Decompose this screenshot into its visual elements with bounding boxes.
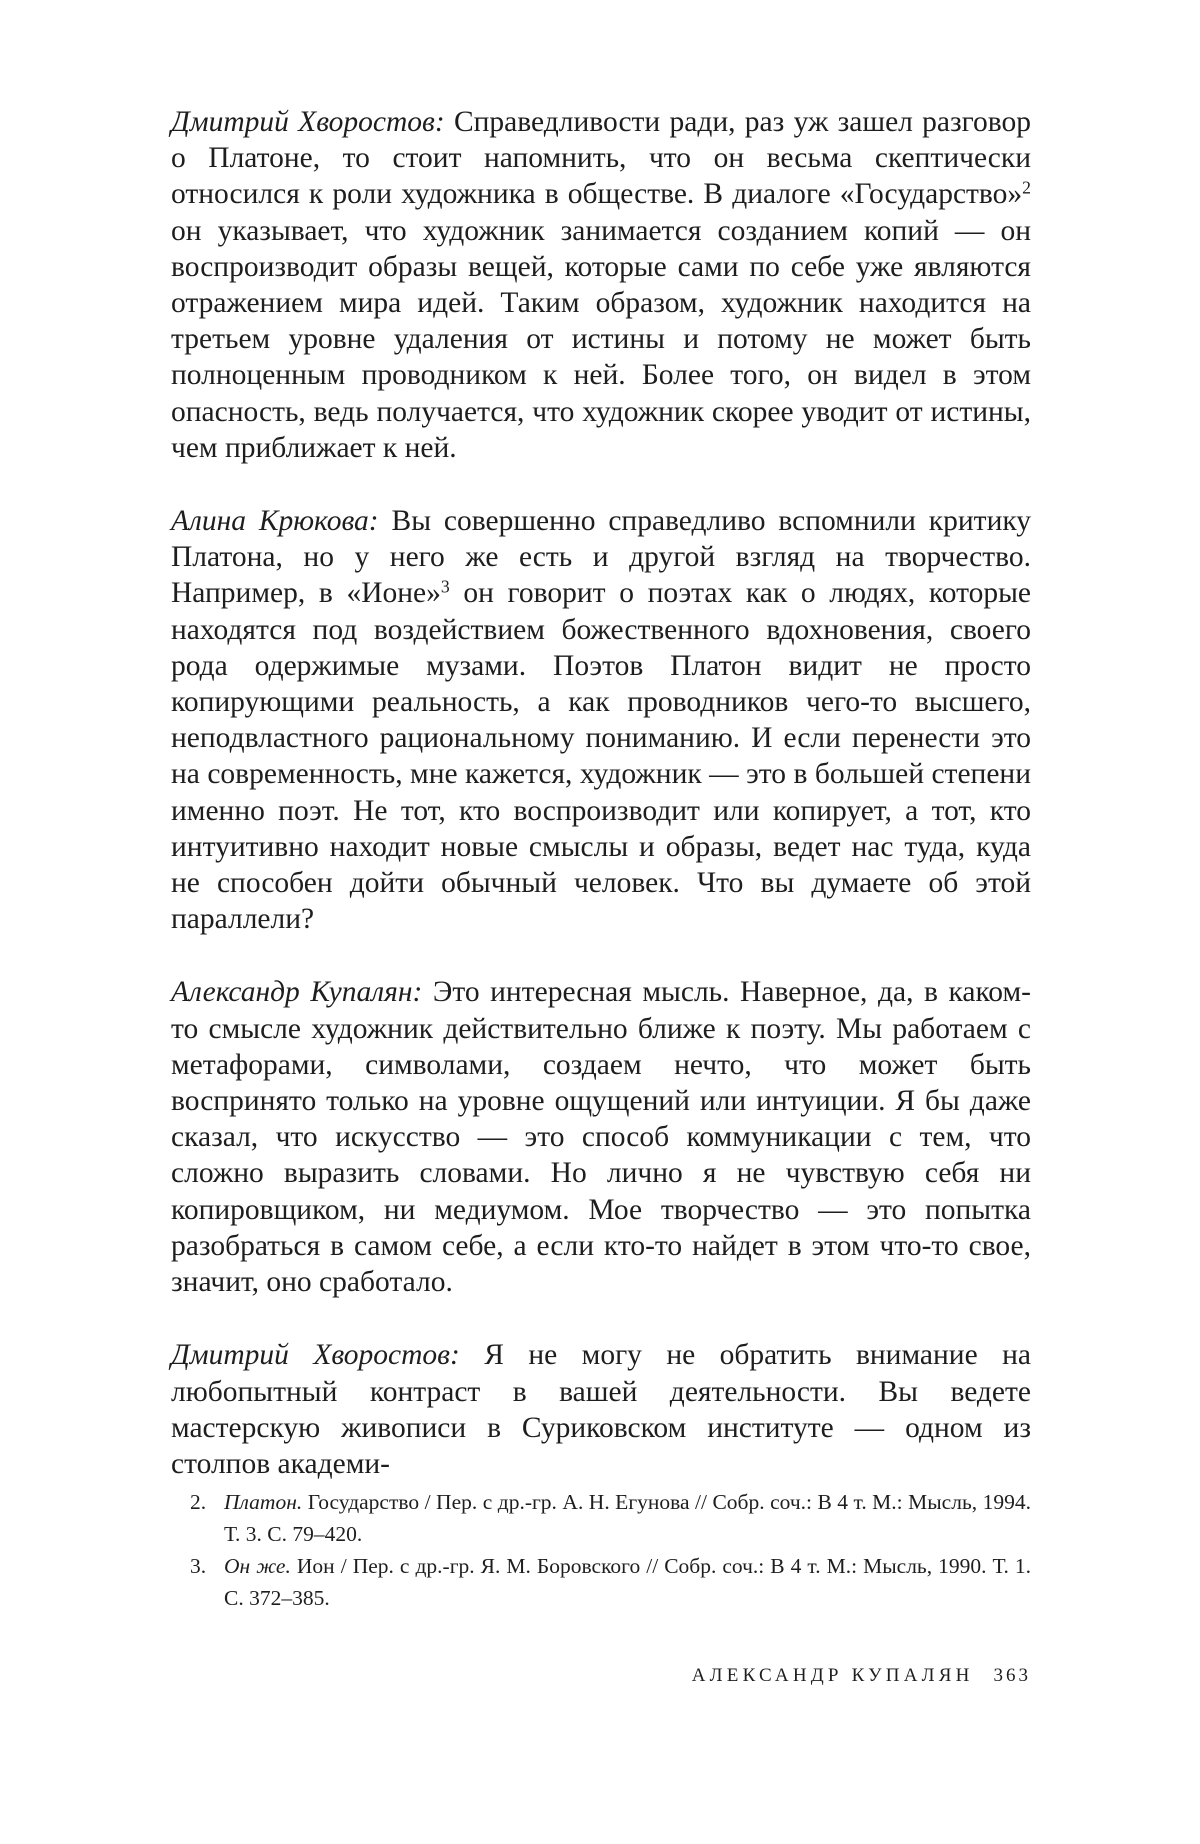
- page-body: [171, 104, 1031, 1519]
- footnote-ref: 2: [1022, 177, 1031, 198]
- speaker-name: Александр Купалян:: [171, 976, 423, 1009]
- footnote: [190, 1550, 1032, 1614]
- speaker-name: Дмитрий Хворостов:: [171, 106, 445, 138]
- paragraph-text: Это интересная мысль. Наверное, да, в каком-то смысле художник действительно ближе к поэту. Мы работаем с метафорами, символами, создаем нечто, что может быть воспринято только на уровне ощущений или интуиции. Я бы даже сказал, что искусство — это способ коммуникации с тем, что сложно выразить словами. Но лично я не чувствую себя ни копировщиком, ни медиумом. Мое творчество — это попытка разобраться в самом себе, а если кто-то найдет в этом что-то свое, значит, оно сработало.: [171, 976, 1031, 1299]
- paragraph-text: Я не могу не обратить внимание на любопытный контраст в вашей деятельности. Вы ведете мастерскую живописи в Суриковском институте — одном из столпов академи-: [171, 1339, 1031, 1480]
- footnotes: [190, 1486, 1032, 1614]
- footnote-number: 3.: [190, 1554, 207, 1578]
- footnote-author: Платон.: [224, 1490, 303, 1514]
- paragraph-text: он указывает, что художник занимается созданием копий — он воспроизводит образы вещей, которые сами по себе уже являются отражением мира идей. Таким образом, художник находится на третьем уровне удаления от истины и потому не может быть полноценным проводником к ней. Более того, он видел в этом опасность, ведь получается, что художник скорее уводит от истины, чем приближает к ней.: [171, 214, 1031, 464]
- footnote-number: 2.: [190, 1490, 207, 1514]
- paragraph-text: Справедливости ради, раз уж зашел разговор о Платоне, то стоит напомнить, что он весьма скептически относился к роли художника в обществе. В диалоге «Государство»: [171, 106, 1032, 211]
- dialogue-paragraph: [171, 104, 1031, 466]
- footnote-ref: 3: [440, 576, 450, 597]
- page-number: 363: [993, 1665, 1031, 1686]
- dialogue-paragraph: [171, 974, 1031, 1300]
- paragraph-text: Вы совершенно справедливо вспомнили критику Платона, но у него же есть и другой взгляд на творчество. Например, в «Ионе»: [171, 505, 1032, 610]
- footnote: [190, 1486, 1031, 1550]
- footnote-author: Он же.: [224, 1554, 291, 1578]
- running-title: АЛЕКСАНДР КУПАЛЯН: [691, 1665, 974, 1686]
- paragraph-text: он говорит о поэтах как о людях, которые находятся под воздействием божественного вдохновения, своего рода одержимые музами. Поэтов Платон видит не просто копирующими реальность, а как проводников чего-то высшего, неподвластного рациональному пониманию. И если перенести это на современность, мне кажется, художник — это в большей степени именно поэт. Не тот, кто воспроизводит или копирует, а тот, кто интуитивно находит новые смыслы и образы, ведет нас туда, куда не способен дойти обычный человек. Что вы думаете об этой параллели?: [171, 577, 1031, 936]
- speaker-name: Алина Крюкова:: [171, 505, 379, 538]
- footnote-text: Ион / Пер. с др.-гр. Я. М. Боровского // Собр. соч.: В 4 т. М.: Мысль, 1990. Т. 1. С. 372–385.: [224, 1554, 1032, 1610]
- dialogue-paragraph: [171, 1337, 1031, 1482]
- speaker-name: Дмитрий Хворостов:: [171, 1339, 460, 1372]
- running-footer: [692, 1665, 1031, 1687]
- footnote-text: Государство / Пер. с др.-гр. А. Н. Егунова // Собр. соч.: В 4 т. М.: Мысль, 1994. Т. 3. С. 79–420.: [224, 1490, 1031, 1546]
- dialogue-paragraph: [171, 503, 1031, 937]
